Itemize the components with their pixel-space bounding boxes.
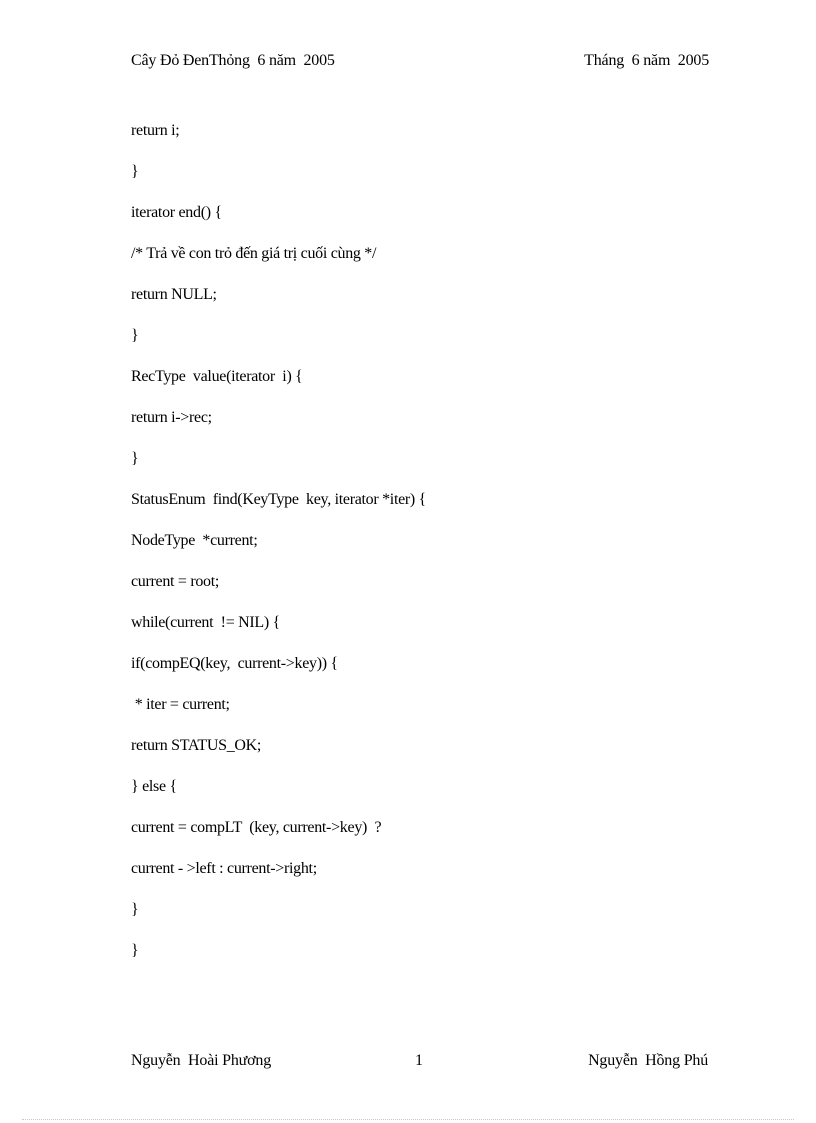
code-line: if(compEQ(key, current->key)) { (131, 655, 338, 672)
header-left-text: Cây Đỏ ĐenThỏng 6 năm 2005 (131, 52, 335, 69)
code-line: * iter = current; (131, 696, 230, 713)
code-line: } (131, 327, 139, 344)
code-line: return STATUS_OK; (131, 737, 262, 754)
code-line: RecType value(iterator i) { (131, 368, 303, 385)
page-number: 1 (415, 1052, 423, 1069)
code-line: NodeType *current; (131, 532, 258, 549)
footer-author-right: Nguyễn Hồng Phú (588, 1052, 708, 1069)
code-line: /* Trả về con trỏ đến giá trị cuối cùng */ (131, 245, 377, 262)
code-line: current - >left : current->right; (131, 860, 317, 877)
code-line: current = compLT (key, current->key) ? (131, 819, 382, 836)
code-line: } else { (131, 778, 177, 795)
header-right-text: Tháng 6 năm 2005 (584, 52, 709, 69)
code-line: while(current != NIL) { (131, 614, 280, 631)
code-line: return i; (131, 122, 180, 139)
code-line: StatusEnum find(KeyType key, iterator *iter) { (131, 491, 427, 508)
code-line: } (131, 901, 139, 918)
code-listing (131, 121, 731, 982)
code-line: } (131, 942, 139, 959)
footer-author-left: Nguyễn Hoài Phương (131, 1052, 271, 1069)
code-line: } (131, 163, 139, 180)
code-line: iterator end() { (131, 204, 222, 221)
code-line: return i->rec; (131, 409, 212, 426)
code-line: } (131, 450, 139, 467)
code-line: return NULL; (131, 286, 217, 303)
code-line: current = root; (131, 573, 220, 590)
page-bottom-edge (22, 1119, 794, 1120)
